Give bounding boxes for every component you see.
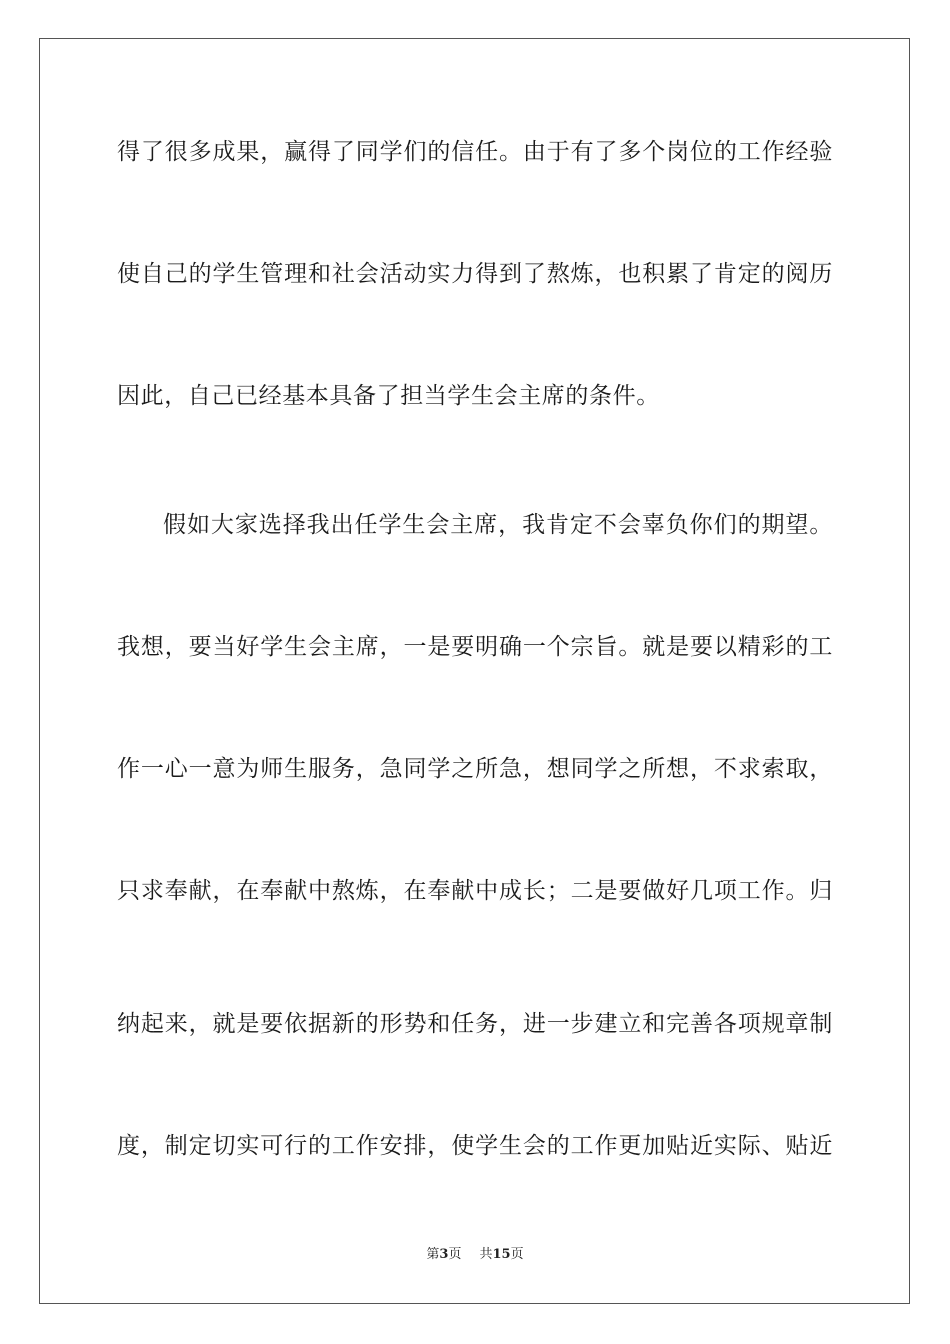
body-text-line: 只求奉献，在奉献中熬炼，在奉献中成长；二是要做好几项工作。归 — [117, 878, 833, 904]
total-suffix: 页 — [510, 1247, 524, 1262]
body-text-line: 作一心一意为师生服务，急同学之所急，想同学之所想，不求索取， — [117, 756, 833, 782]
page-footer — [0, 1246, 950, 1264]
page-border — [39, 38, 910, 1304]
paragraph-first-line: 假如大家选择我出任学生会主席，我肯定不会辜负你们的期望。 — [163, 512, 833, 538]
page-suffix: 页 — [448, 1247, 462, 1262]
body-text-line: 使自己的学生管理和社会活动实力得到了熬炼，也积累了肯定的阅历 — [117, 261, 833, 287]
body-text-line: 得了很多成果，赢得了同学们的信任。由于有了多个岗位的工作经验 — [117, 139, 833, 165]
total-pages: 15 — [492, 1247, 511, 1262]
page-number: 3 — [439, 1247, 449, 1262]
body-text-line: 我想，要当好学生会主席，一是要明确一个宗旨。就是要以精彩的工 — [117, 634, 833, 660]
body-text-line: 因此，自己已经基本具备了担当学生会主席的条件。 — [117, 383, 660, 409]
body-text-line: 度，制定切实可行的工作安排，使学生会的工作更加贴近实际、贴近 — [117, 1133, 833, 1159]
body-text-line: 纳起来，就是要依据新的形势和任务，进一步建立和完善各项规章制 — [117, 1011, 833, 1037]
total-prefix: 共 — [479, 1247, 493, 1262]
page-prefix: 第 — [426, 1247, 440, 1262]
